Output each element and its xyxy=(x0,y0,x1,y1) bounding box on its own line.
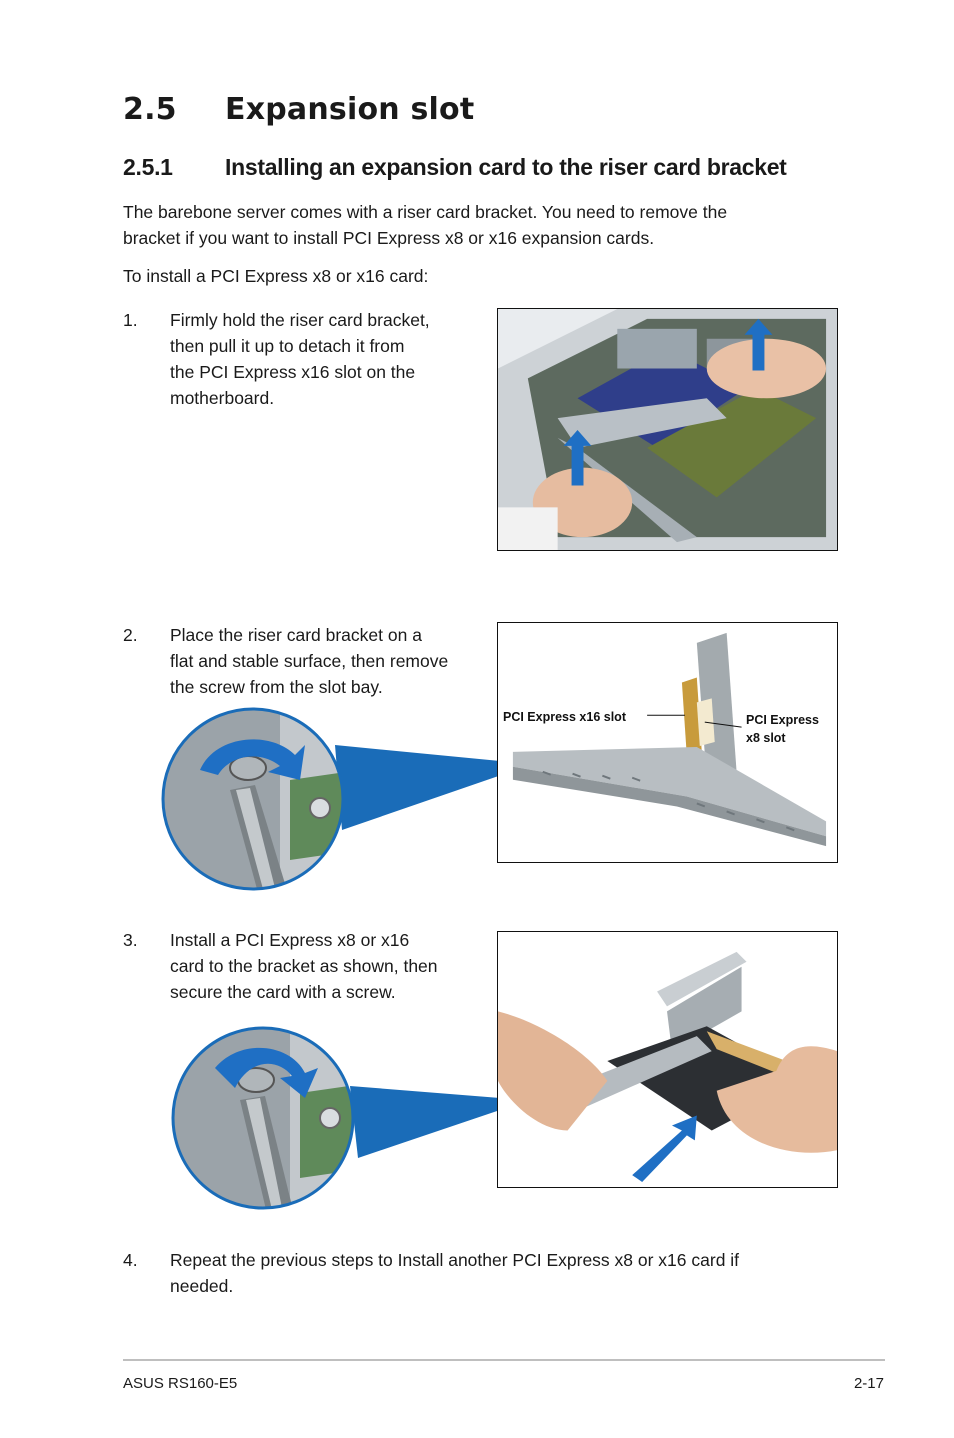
step-number: 4. xyxy=(123,1250,138,1270)
label-pci-express-x8-slot xyxy=(746,711,819,747)
step-line: the screw from the slot bay. xyxy=(170,677,383,697)
step-number: 3. xyxy=(123,930,138,950)
step-line: Repeat the previous steps to Install another PCI Express x8 or x16 card if xyxy=(170,1250,740,1270)
step-3 xyxy=(123,927,483,1009)
section-title: Expansion slot xyxy=(225,92,475,127)
figure-riser-bracket-slots xyxy=(497,622,838,863)
step-line: the PCI Express x16 slot on the xyxy=(170,362,416,382)
figure-install-card xyxy=(497,931,838,1188)
lead-sentence: To install a PCI Express x8 or x16 card: xyxy=(123,266,429,286)
screw-removal-callout xyxy=(160,700,520,900)
section-heading xyxy=(123,92,474,127)
step-line: flat and stable surface, then remove xyxy=(170,651,449,671)
intro-paragraph xyxy=(123,199,727,251)
screw-secure-callout xyxy=(170,1018,510,1218)
install-card-photo xyxy=(498,932,837,1187)
step-number: 1. xyxy=(123,310,138,330)
step-text xyxy=(170,307,430,411)
intro-line: The barebone server comes with a riser card bracket. You need to remove the xyxy=(123,202,728,222)
figure-remove-riser-bracket xyxy=(497,308,838,551)
step-text xyxy=(170,1247,739,1299)
label-pci-express-x16-slot: PCI Express x16 slot xyxy=(503,710,626,724)
section-number: 2.5 xyxy=(123,92,177,127)
step-line: then pull it up to detach it from xyxy=(170,336,405,356)
step-text xyxy=(170,927,438,1005)
step-line: needed. xyxy=(170,1276,234,1296)
step-line: Install a PCI Express x8 or x16 xyxy=(170,930,410,950)
label-line: x8 slot xyxy=(746,731,786,745)
step-line: card to the bracket as shown, then xyxy=(170,956,438,976)
step-line: Firmly hold the riser card bracket, xyxy=(170,310,430,330)
step-number: 2. xyxy=(123,625,138,645)
footer-page-number: 2-17 xyxy=(853,1375,884,1392)
step-line: Place the riser card bracket on a xyxy=(170,625,422,645)
step-line: secure the card with a screw. xyxy=(170,982,396,1002)
footer-divider xyxy=(123,1359,885,1361)
subsection-title: Installing an expansion card to the riser card bracket xyxy=(225,154,787,180)
step-text xyxy=(170,622,448,700)
intro-line: bracket if you want to install PCI Express x8 or x16 expansion cards. xyxy=(123,228,655,248)
subsection-heading xyxy=(123,154,787,181)
step-1 xyxy=(123,307,483,417)
server-chassis-photo xyxy=(498,309,837,550)
label-line: PCI Express xyxy=(746,713,819,727)
subsection-number: 2.5.1 xyxy=(123,154,173,180)
step-2 xyxy=(123,622,488,704)
footer-product-name: ASUS RS160-E5 xyxy=(123,1375,238,1392)
step-4 xyxy=(123,1247,843,1303)
step-line: motherboard. xyxy=(170,388,275,408)
